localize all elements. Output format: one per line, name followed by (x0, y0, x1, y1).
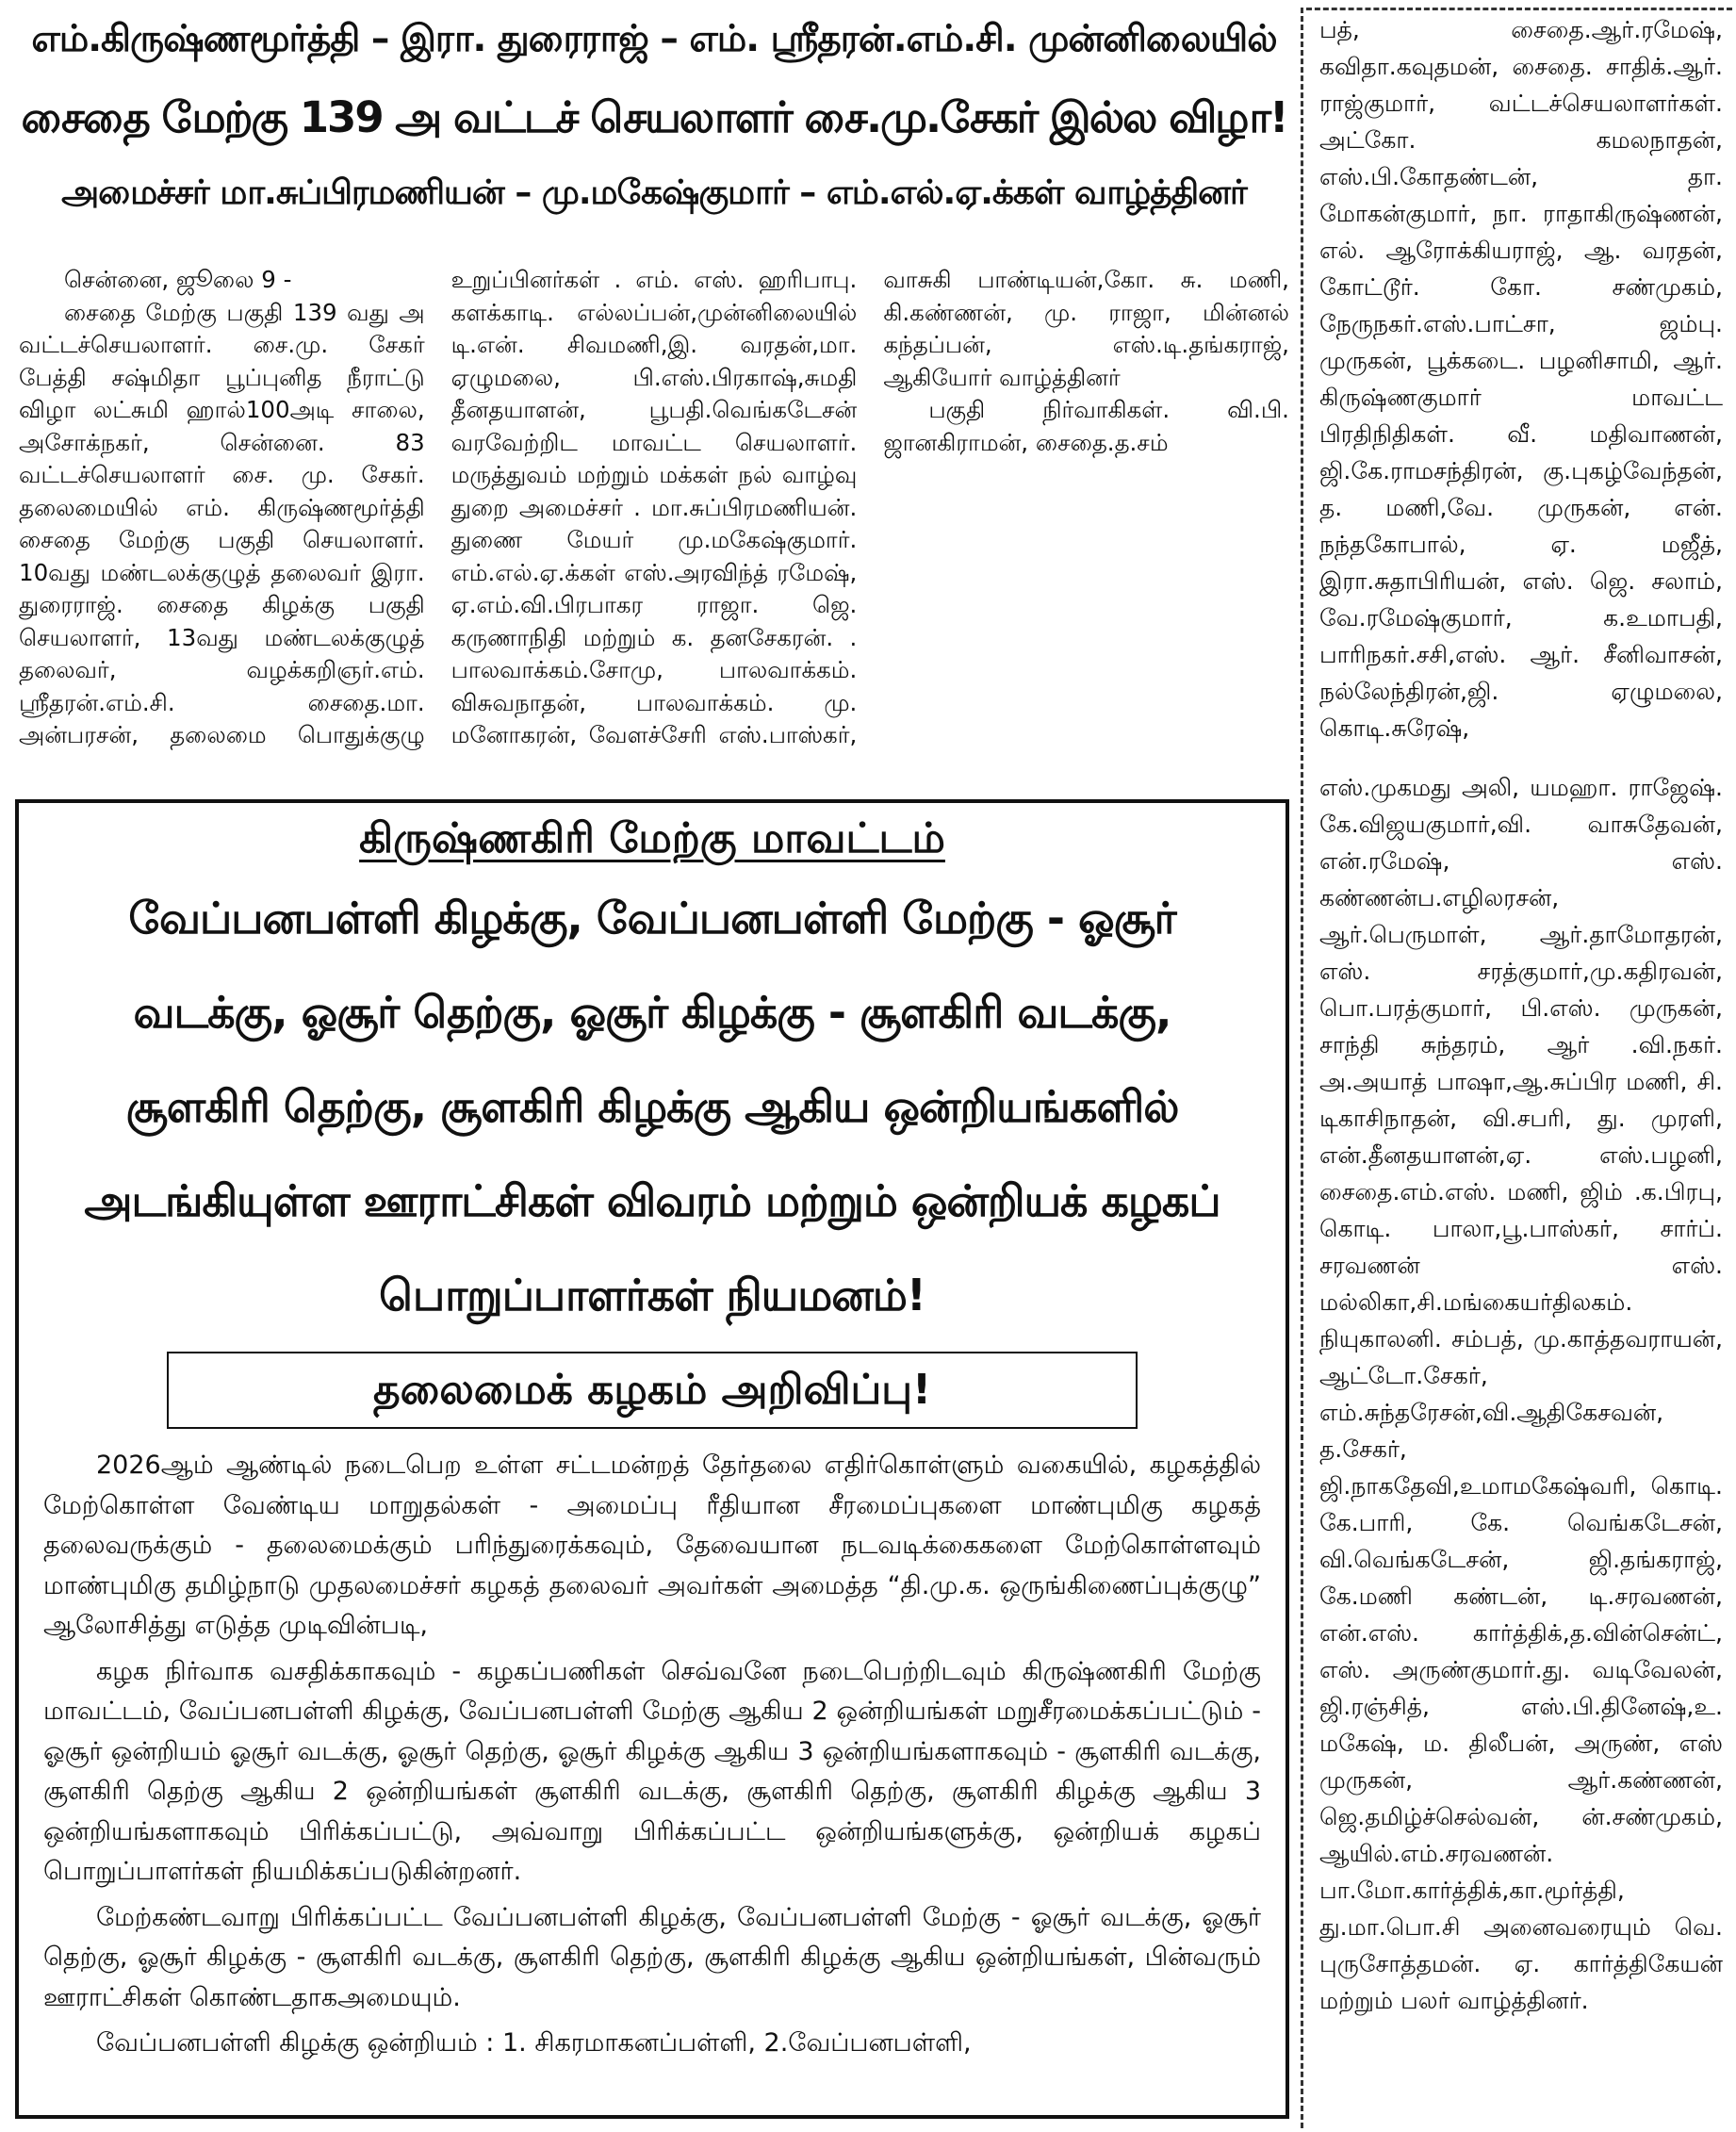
story-body (19, 264, 1289, 782)
announcement-paragraph: கழக நிர்வாக வசதிக்காகவும் - கழகப்பணிகள் செவ்வனே நடைபெற்றிடவும் கிருஷ்ணகிரி மேற்கு மாவட்டம், வேப்பனபள்ளி கிழக்கு, வேப்பனபள்ளி மேற்கு ஆகிய 2 ஒன்றியங்கள் மறுசீரமைக்கப்பட்டும் - ஓசூர் ஒன்றியம் ஓசூர் வடக்கு, ஓசூர் தெற்கு, ஓசூர் கிழக்கு ஆகிய 3 ஒன்றியங்களாகவும் - சூளகிரி வடக்கு, சூளகிரி தெற்கு ஆகிய 2 ஒன்றியங்கள் சூளகிரி வடக்கு, சூளகிரி தெற்கு, சூளகிரி கிழக்கு ஆகிய 3 ஒன்றியங்களாகவும் பிரிக்கப்பட்டு, அவ்வாறு பிரிக்கப்பட்ட ஒன்றியங்களுக்கு, ஒன்றியக் கழகப் பொறுப்பாளர்கள் நியமிக்கப்படுகின்றனர். (43, 1656, 1261, 1886)
announcement-title: தலைமைக் கழகம் அறிவிப்பு! (167, 1352, 1138, 1429)
story-subhead: அமைச்சர் மா.சுப்பிரமணியன் – மு.மகேஷ்குமார் – எம்.எல்.ஏ.க்கள் வாழ்த்தினர் (61, 173, 1247, 212)
column-divider-top (1306, 8, 1732, 10)
right-column-continuation (1319, 11, 1723, 2123)
announcement-paragraph: மேற்கண்டவாறு பிரிக்கப்பட்ட வேப்பனபள்ளி கிழக்கு, வேப்பனபள்ளி மேற்கு - ஓசூர் வடக்கு, ஓசூர் தெற்கு, ஓசூர் கிழக்கு - சூளகிரி வடக்கு, சூளகிரி தெற்கு, சூளகிரி கிழக்கு ஆகிய ஒன்றியங்கள், பின்வரும் ஊராட்சிகள் கொண்டதாகஅமையும். (43, 1902, 1261, 2012)
top-story (19, 8, 1289, 790)
column-divider-left (1301, 8, 1303, 2128)
continuation-paragraph: எஸ்.முகமது அலி, யமஹா. ராஜேஷ். கே.விஜயகுமார்,வி. வாசுதேவன், என்.ரமேஷ், எஸ். கண்ணன்ப.எழிலரசன், ஆர்.பெருமாள், ஆர்.தாமோதரன், எஸ். சரத்குமார்,மு.கதிரவன், பொ.பரத்குமார், பி.எஸ். முருகன், சாந்தி சுந்தரம், ஆர் .வி.நகர். அ.அயாத் பாஷா,ஆ.சுப்பிர மணி, சி. டிகாசிநாதன், வி.சபரி, து. முரளி, என்.தீனதயாளன்,ஏ. எஸ்.பழனி, சைதை.எம்.எஸ். மணி, ஜிம் .க.பிரபு, கொடி. பாலா,பூ.பாஸ்கர், சார்ப். சரவணன் எஸ். மல்லிகா,சி.மங்கையர்திலகம். நியுகாலனி. சம்பத், மு.காத்தவராயன், ஆட்டோ.சேகர், எம்.சுந்தரேசன்,வி.ஆதிகேசவன், த.சேகர், ஜி.நாகதேவி,உமாமகேஷ்வரி, கொடி. கே.பாரி, கே. வெங்கடேசன், வி.வெங்கடேசன், ஜி.தங்கராஜ், கே.மணி கண்டன், டி.சரவணன், என்.எஸ். கார்த்திக்,த.வின்சென்ட், எஸ். அருண்குமார்.து. வடிவேலன், ஜி.ரஞ்சித், எஸ்.பி.தினேஷ்,உ. மகேஷ், ம. திலீபன், அருண், எஸ் முருகன், ஆர்.கண்ணன், ஜெ.தமிழ்ச்செல்வன், ன்.சண்முகம், ஆயில்.எம்.சரவணன். பா.மோ.கார்த்திக்,கா.மூர்த்தி, து.மா.பொ.சி அனைவரையும் வெ. புருசோத்தமன். ஏ. கார்த்திகேயன் மற்றும் பலர் வாழ்த்தினர். (1319, 774, 1723, 2014)
continuation-paragraph: பத், சைதை.ஆர்.ரமேஷ், கவிதா.கவுதமன், சைதை. சாதிக்.ஆர். ராஜ்குமார், வட்டச்செயலாளர்கள். அட்கோ. கமலநாதன், எஸ்.பி.கோதண்டன், தா. மோகன்குமார், நா. ராதாகிருஷ்ணன், எல். ஆரோக்கியராஜ், ஆ. வரதன், கோட்டூர். கோ. சண்முகம், நேருநகர்.எஸ்.பாட்சா, ஜம்பு. முருகன், பூக்கடை. பழனிசாமி, ஆர். கிருஷ்ணகுமார் மாவட்ட பிரதிநிதிகள். வீ. மதிவாணன், ஜி.கே.ராமசந்திரன், கு.புகழ்வேந்தன், த. மணி,வே. முருகன், என். நந்தகோபால், ஏ. மஜீத், இரா.சுதாபிரியன், எஸ். ஜெ. சலாம், வே.ரமேஷ்குமார், க.உமாபதி, பாரிநகர்.சசி,எஸ். ஆர். சீனிவாசன், நல்லேந்திரன்,ஜி. ஏழுமலை, கொடி.சுரேஷ், (1319, 16, 1723, 742)
announcement-district: கிருஷ்ணகிரி மேற்கு மாவட்டம் (359, 814, 945, 862)
story-dateline: சென்னை, ஜூலை 9 - (64, 266, 292, 293)
announcement-box (15, 799, 1289, 2119)
announcement-paragraph: வேப்பனபள்ளி கிழக்கு ஒன்றியம் : 1. சிகரமாகனப்பள்ளி, 2.வேப்பனபள்ளி, (96, 2028, 972, 2058)
announcement-body (19, 1429, 1286, 2064)
announcement-headline: வேப்பனபள்ளி கிழக்கு, வேப்பனபள்ளி மேற்கு - ஓசூர் வடக்கு, ஓசூர் தெற்கு, ஓசூர் கிழக்கு - சூளகிரி வடக்கு, சூளகிரி தெற்கு, சூளகிரி கிழக்கு ஆகிய ஒன்றியங்களில் அடங்கியுள்ள ஊராட்சிகள் விவரம் மற்றும் ஒன்றியக் கழகப் பொறுப்பாளர்கள் நியமனம்! (84, 893, 1220, 1320)
story-paragraph: பகுதி நிர்வாகிகள். வி.பி. ஜானகிராமன், சைதை.த.சம் (883, 396, 1289, 456)
story-kicker: எம்.கிருஷ்ணமூர்த்தி – இரா. துரைராஜ் – எம். ஸ்ரீதரன்.எம்.சி. முன்னிலையில் (31, 18, 1277, 60)
story-paragraph: சைதை மேற்கு பகுதி 139 வது அ வட்டச்செயலாளர். சை.மு. சேகர் பேத்தி சஷ்மிதா பூப்புனித நீராட்டு விழா லட்சுமி ஹால்100அடி சாலை, அசோக்நகர், சென்னை. 83 வட்டச்செயலாளர் சை. மு. சேகர். தலைமையில் எம். கிருஷ்ணமூர்த்தி சைதை மேற்கு பகுதி செயலாளர். 10வது மண்டலக்குழுத் தலைவர் இரா. துரைராஜ். சைதை கிழக்கு பகுதி செயலாளர், 13வது மண்டலக்குழுத் தலைவர், வழக்கறிஞர்.எம். ஸ்ரீதரன்.எம்.சி. சைதை.மா. அன்பரசன், தலைமை பொதுக்குழு உறுப்பினர்கள் . எம். எஸ். ஹரிபாபு. களக்காடி. எல்லப்பன்,முன்னிலையில் டி.என். சிவமணி,இ. வரதன்,மா. ஏழுமலை, பி.எஸ்.பிரகாஷ்,சுமதி தீனதயாளன், பூபதி.வெங்கடேசன் வரவேற்றிட மாவட்ட செயலாளர். மருத்துவம் மற்றும் மக்கள் நல் வாழ்வு துறை அமைச்சர் . மா.சுப்பிரமணியன். துணை மேயர் மு.மகேஷ்குமார். எம்.எல்.ஏ.க்கள் எஸ்.அரவிந்த் ரமேஷ், ஏ.எம்.வி.பிரபாகர ராஜா. ஜெ. கருணாநிதி மற்றும் க. தனசேகரன். . பாலவாக்கம்.சோமு, பாலவாக்கம். விசுவநாதன், பாலவாக்கம். மு. மனோகரன், வேளச்சேரி எஸ்.பாஸ்கர், வாசுகி பாண்டியன்,கோ. சு. மணி, கி.கண்ணன், மு. ராஜா, மின்னல் கந்தப்பன், எஸ்.டி.தங்கராஜ், ஆகியோர் வாழ்த்தினர் (19, 266, 1289, 748)
story-headline: சைதை மேற்கு 139 அ வட்டச் செயலாளர் சை.மு.சேகர் இல்ல விழா! (21, 92, 1287, 142)
announcement-paragraph: 2026ஆம் ஆண்டில் நடைபெற உள்ள சட்டமன்றத் தேர்தலை எதிர்கொள்ளும் வகையில், கழகத்தில் மேற்கொள்ள வேண்டிய மாறுதல்கள் - அமைப்பு ரீதியான சீரமைப்புகளை மாண்புமிகு கழகத் தலைவருக்கும் - தலைமைக்கும் பரிந்துரைக்கவும், தேவையான நடவடிக்கைகளை மேற்கொள்ளவும் மாண்புமிகு தமிழ்நாடு முதலமைச்சர் கழகத் தலைவர் அவர்கள் அமைத்த “தி.மு.க. ஒருங்கிணைப்புக்குழு” ஆலோசித்து எடுத்த முடிவின்படி, (43, 1451, 1261, 1640)
